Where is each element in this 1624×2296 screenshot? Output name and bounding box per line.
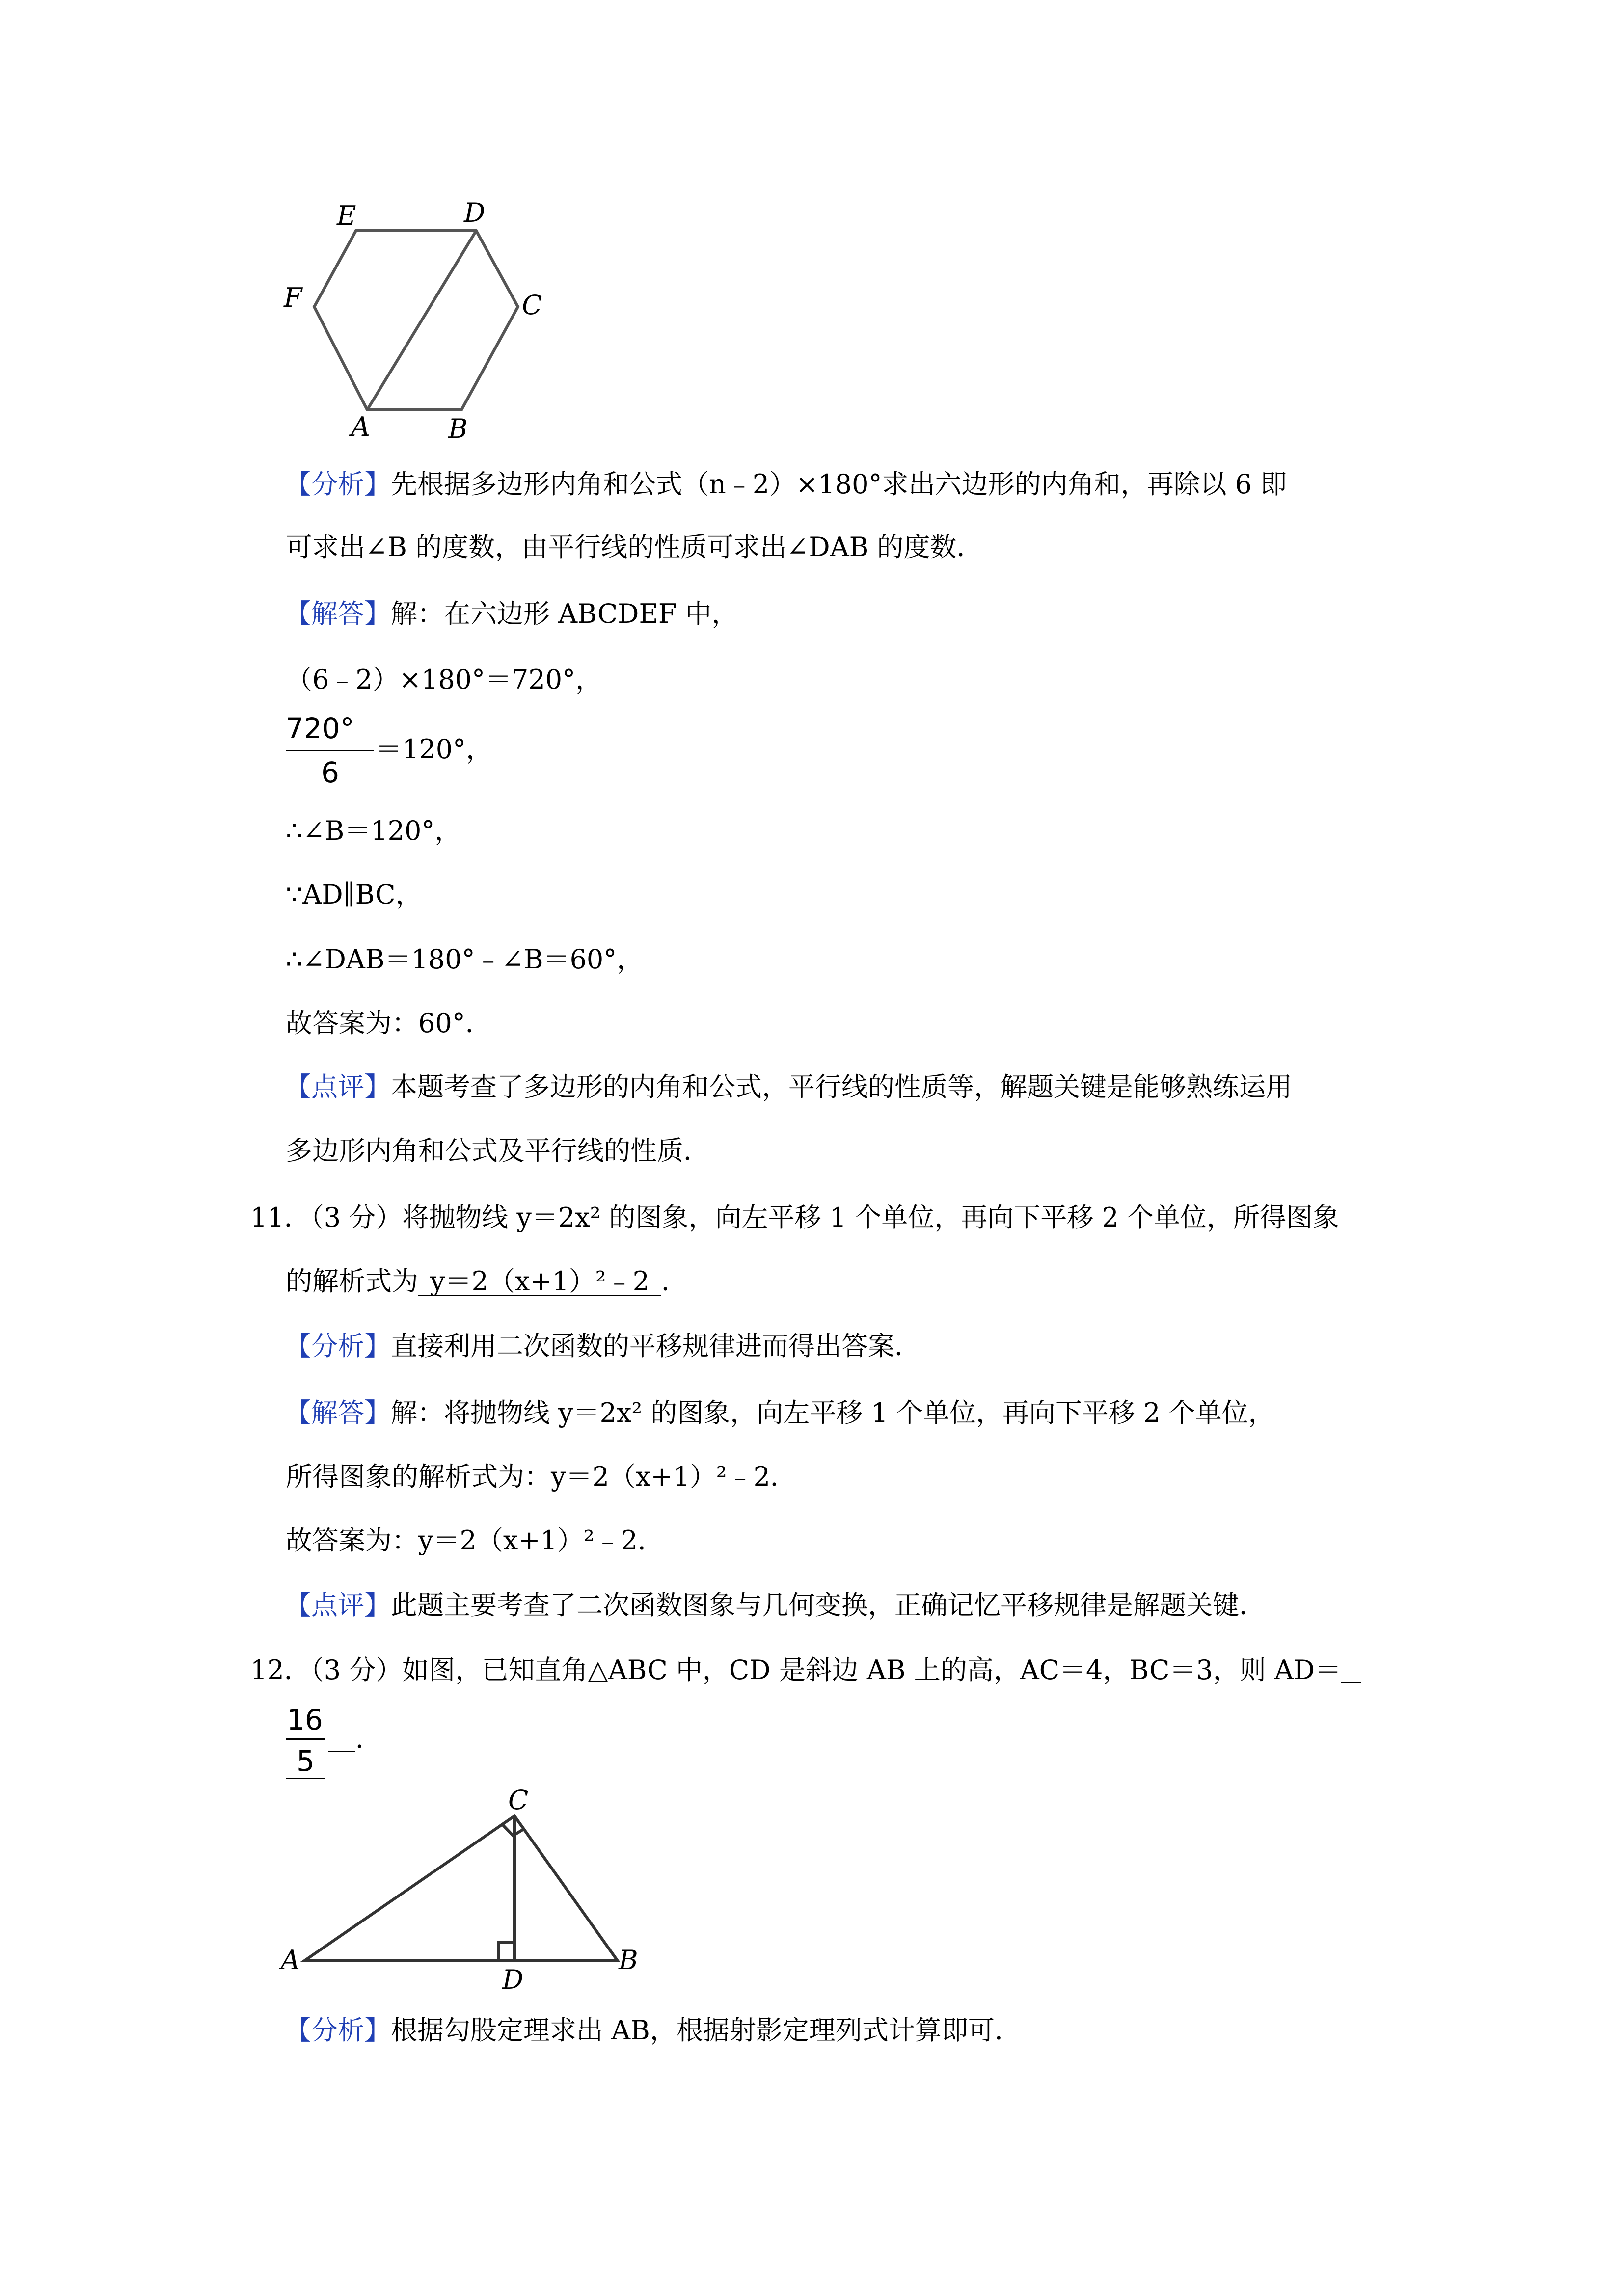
label-d: D bbox=[464, 197, 486, 228]
q12-blank-start bbox=[1341, 1657, 1361, 1683]
q10-analysis-line1: 【分析】先根据多边形内角和公式（n﹣2）×180°求出六边形的内角和，再除以 6 即 bbox=[285, 469, 1287, 500]
q11-solution-tag: 解答 bbox=[311, 1397, 364, 1428]
q10-step4: ∵AD∥BC， bbox=[286, 879, 422, 910]
label-d: D bbox=[502, 1964, 524, 1995]
q12-fraction-denominator: 5 bbox=[297, 1744, 315, 1778]
label-e: E bbox=[337, 200, 356, 231]
triangle-shape bbox=[304, 1816, 618, 1961]
q12-fraction-numerator: 16 bbox=[287, 1703, 323, 1736]
q10-comment-text1: 本题考查了多边形的内角和公式，平行线的性质等，解题关键是能够熟练运用 bbox=[391, 1071, 1292, 1102]
fraction-numerator: 720° bbox=[286, 712, 354, 745]
q10-comment-tag: 点评 bbox=[311, 1071, 364, 1102]
q12-analysis-text: 根据勾股定理求出 AB，根据射影定理列式计算即可． bbox=[391, 2015, 1021, 2046]
q11-answer: 故答案为：y＝2（x+1）²﹣2． bbox=[286, 1525, 664, 1556]
q11-question-line2 bbox=[286, 1268, 688, 1296]
q11-question-line1: 11．（3 分）将抛物线 y＝2x² 的图象，向左平移 1 个单位，再向下平移 2 个单位，所得图象 bbox=[250, 1202, 1339, 1233]
q12-analysis-tag: 分析 bbox=[311, 2015, 364, 2046]
q10-solution-text1: 解：在六边形 ABCDEF 中， bbox=[391, 598, 738, 629]
q11-comment-tag: 点评 bbox=[311, 1590, 364, 1621]
q10-solution-line1: 【解答】解：在六边形 ABCDEF 中， bbox=[285, 598, 738, 629]
q11-analysis-tag: 分析 bbox=[311, 1331, 364, 1362]
label-b: B bbox=[619, 1945, 638, 1976]
fraction-bar bbox=[286, 750, 374, 751]
q10-solution-tag: 解答 bbox=[311, 598, 364, 629]
q12-answer-tail bbox=[328, 1723, 382, 1754]
fraction-denominator: 6 bbox=[321, 756, 339, 789]
q11-comment-text: 此题主要考查了二次函数图象与几何变换，正确记忆平移规律是解题关键． bbox=[391, 1590, 1266, 1621]
q12-analysis: 【分析】根据勾股定理求出 AB，根据射影定理列式计算即可． bbox=[285, 2015, 1021, 2046]
q10-analysis-line2: 可求出∠B 的度数，由平行线的性质可求出∠DAB 的度数． bbox=[286, 532, 983, 562]
hexagon-figure bbox=[275, 196, 540, 452]
q10-fraction bbox=[286, 712, 384, 795]
label-c: C bbox=[508, 1785, 529, 1815]
q12-question-text: 12．（3 分）如图，已知直角△ABC 中，CD 是斜边 AB 上的高，AC＝4，BC＝3，则 AD＝ bbox=[250, 1655, 1342, 1685]
q12-fraction-bar bbox=[286, 1738, 325, 1740]
q10-comment-line2: 多边形内角和公式及平行线的性质． bbox=[286, 1135, 710, 1166]
diagonal-ad bbox=[367, 231, 476, 410]
label-c: C bbox=[522, 290, 542, 320]
hexagon-shape bbox=[314, 231, 518, 410]
q11-prefix: 的解析式为 bbox=[286, 1266, 418, 1297]
q11-analysis-text: 直接利用二次函数的平移规律进而得出答案． bbox=[391, 1331, 921, 1362]
q10-step5: ∴∠DAB＝180°﹣∠B＝60°， bbox=[286, 944, 644, 975]
q11-suffix: ． bbox=[661, 1266, 688, 1297]
q11-answer-blank: y＝2（x+1）²﹣2 bbox=[418, 1268, 661, 1296]
right-angle-mark-d bbox=[498, 1943, 514, 1961]
q10-analysis-text1: 先根据多边形内角和公式（n﹣2）×180°求出六边形的内角和，再除以 6 即 bbox=[391, 469, 1287, 500]
q11-comment: 【点评】此题主要考查了二次函数图象与几何变换，正确记忆平移规律是解题关键． bbox=[285, 1590, 1266, 1621]
q10-fraction-result: ＝120°， bbox=[376, 734, 493, 765]
q11-analysis: 【分析】直接利用二次函数的平移规律进而得出答案． bbox=[285, 1331, 921, 1362]
q10-analysis-tag: 分析 bbox=[311, 469, 364, 500]
q10-answer: 故答案为：60°． bbox=[286, 1008, 492, 1039]
q12-tail-blank bbox=[328, 1734, 355, 1752]
label-a: A bbox=[281, 1945, 300, 1976]
label-a: A bbox=[351, 411, 370, 442]
triangle-figure bbox=[275, 1772, 648, 1998]
q10-comment-line1: 【点评】本题考查了多边形的内角和公式，平行线的性质等，解题关键是能够熟练运用 bbox=[285, 1071, 1292, 1102]
q11-solution-text1: 解：将抛物线 y＝2x² 的图象，向左平移 1 个单位，再向下平移 2 个单位， bbox=[391, 1397, 1275, 1428]
q11-solution-line1: 【解答】解：将抛物线 y＝2x² 的图象，向左平移 1 个单位，再向下平移 2 个单位， bbox=[285, 1397, 1275, 1428]
q12-question-line1 bbox=[250, 1657, 1361, 1683]
label-f: F bbox=[284, 282, 302, 313]
q10-step3: ∴∠B＝120°， bbox=[286, 815, 461, 846]
q10-step1: （6﹣2）×180°＝720°， bbox=[286, 664, 602, 695]
label-b: B bbox=[448, 413, 468, 444]
q12-suffix: ． bbox=[355, 1723, 382, 1754]
q11-solution-line2: 所得图象的解析式为：y＝2（x+1）²﹣2． bbox=[286, 1461, 797, 1492]
